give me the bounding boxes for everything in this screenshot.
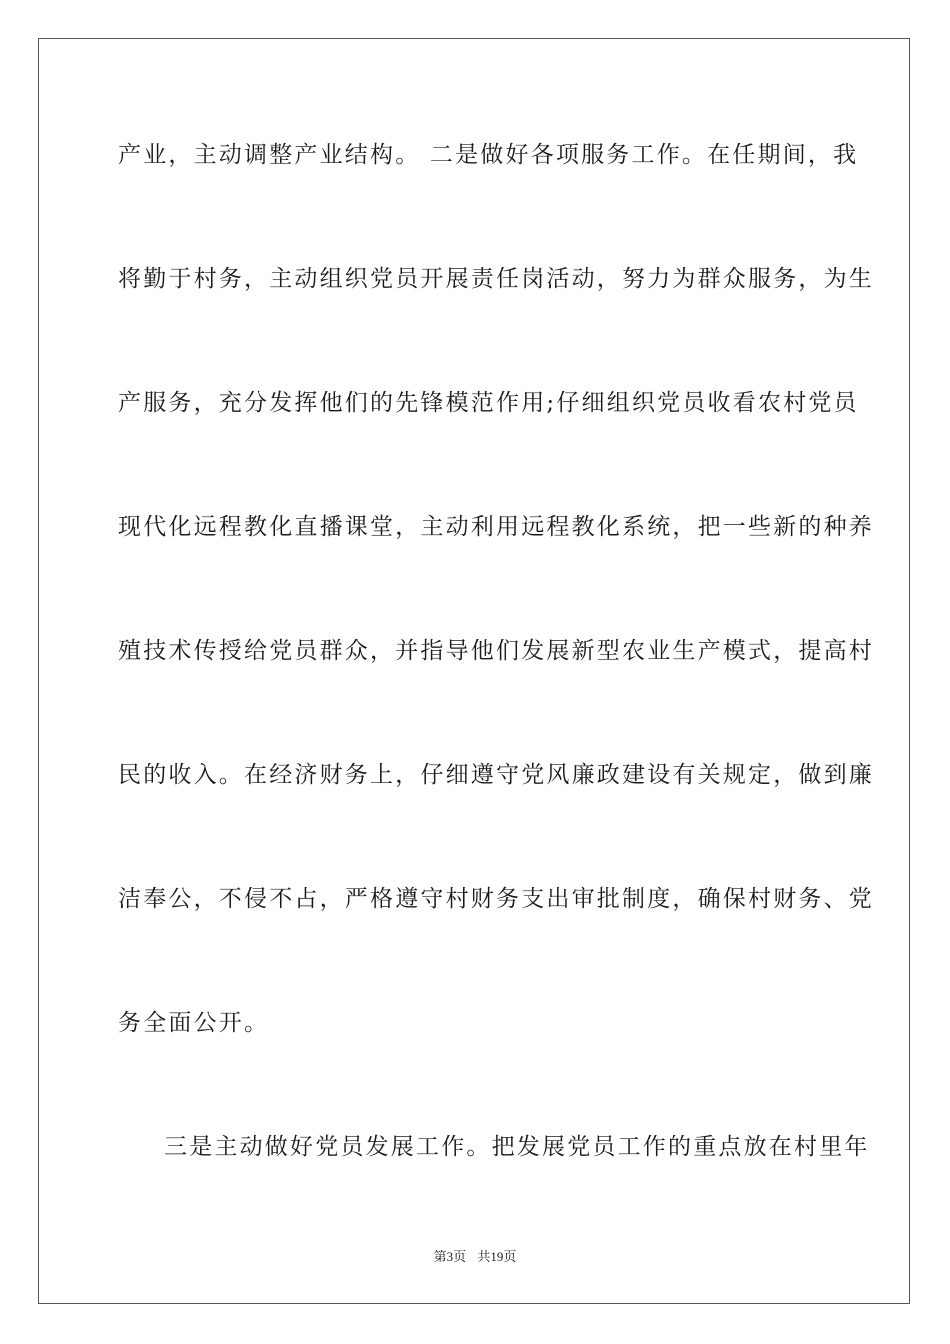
page-footer: [0, 1246, 950, 1265]
total-pages: 共19页: [477, 1249, 517, 1264]
text-line: 产业，主动调整产业结构。 二是做好各项服务工作。在任期间，我: [118, 142, 859, 168]
text-line: 现代化远程教化直播课堂，主动利用远程教化系统，把一些新的种养: [118, 514, 874, 540]
text-line: 将勤于村务，主动组织党员开展责任岗活动，努力为群众服务，为生: [118, 266, 874, 292]
text-line: 产服务，充分发挥他们的先锋模范作用;仔细组织党员收看农村党员: [118, 390, 859, 416]
text-line: 民的收入。在经济财务上，仔细遵守党风廉政建设有关规定，做到廉: [118, 762, 874, 788]
text-line: 务全面公开。: [118, 1010, 270, 1036]
document-body: [118, 124, 874, 1240]
text-line-paragraph-start: 三是主动做好党员发展工作。把发展党员工作的重点放在村里年: [164, 1134, 870, 1160]
text-line: 殖技术传授给党员群众，并指导他们发展新型农业生产模式，提高村: [118, 638, 874, 664]
text-line: 洁奉公，不侵不占，严格遵守村财务支出审批制度，确保村财务、党: [118, 886, 874, 912]
page-number: 第3页: [433, 1249, 467, 1264]
